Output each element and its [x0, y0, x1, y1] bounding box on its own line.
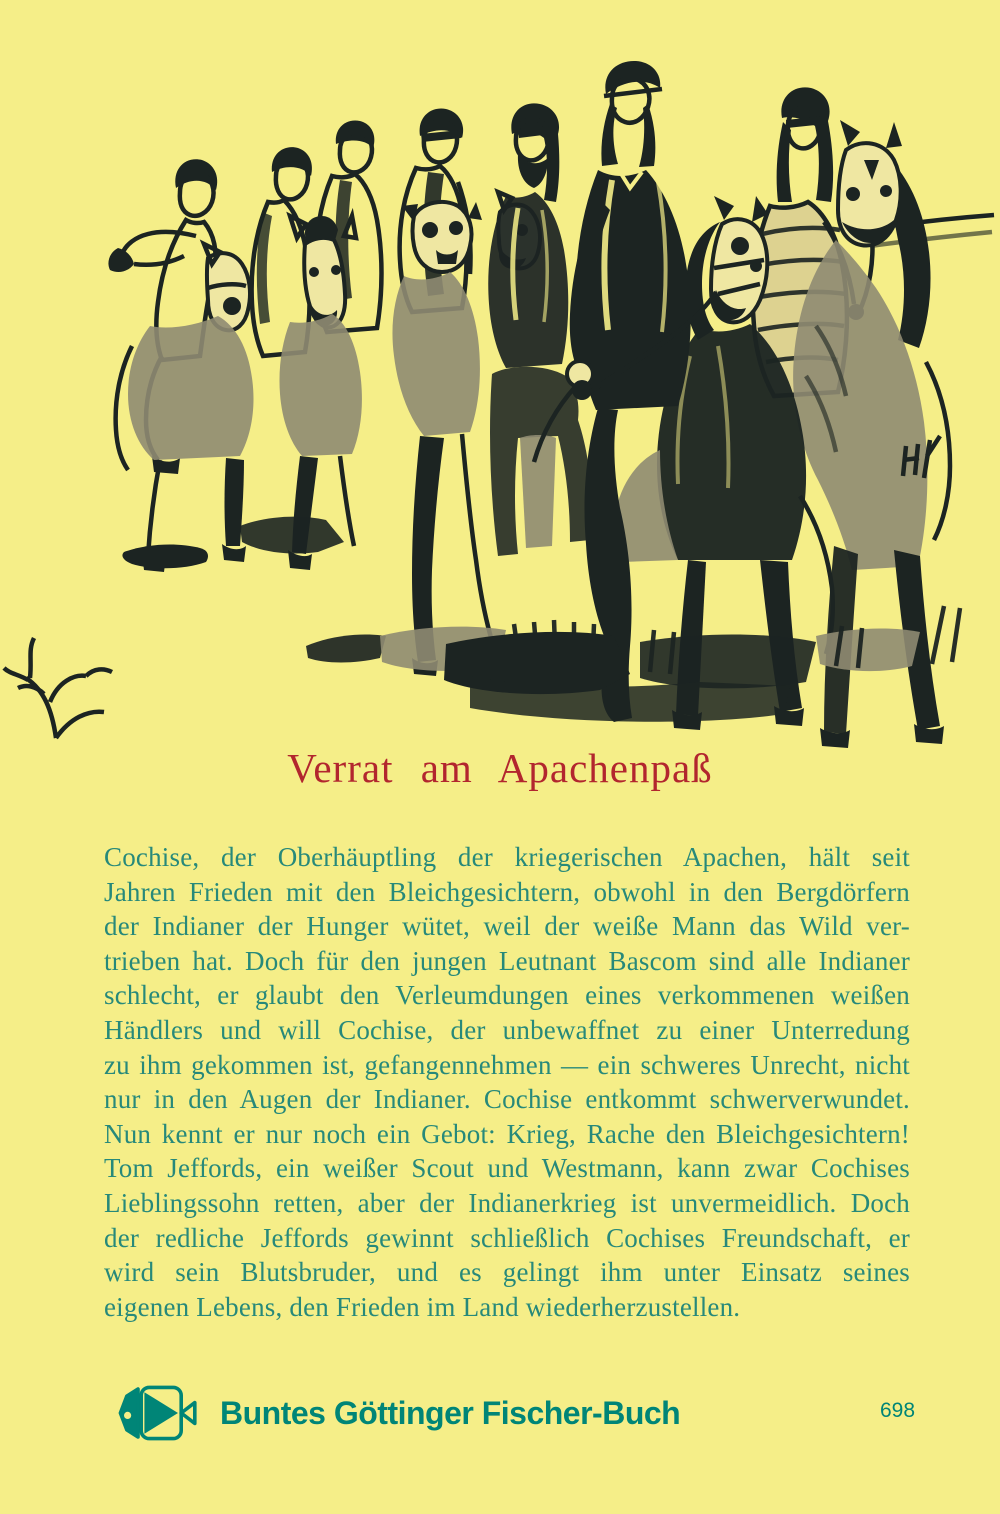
blurb-line: eigenen Lebens, den Frieden im Land wiederherzustellen. — [104, 1291, 741, 1322]
blurb-line: trieben hat. Doch für den jungen Leutnant Bascom sind alle Indianer — [104, 945, 910, 976]
blurb-line: Nun kennt er nur noch ein Gebot: Krieg, Rache den Bleichgesichtern! — [104, 1118, 910, 1149]
blurb-line: wird sein Blutsbruder, und es gelingt ihm unter Einsatz seines — [104, 1257, 910, 1288]
blurb-line: nur in den Augen der Indianer. Cochise entkommt schwerverwundet. — [104, 1084, 910, 1115]
blurb-line: Lieblingssohn retten, aber der Indianerkrieg ist unvermeidlich. Doch — [104, 1187, 910, 1218]
blurb-line: schlecht, er glaubt den Verleumdungen eines verkommenen weißen — [104, 980, 910, 1011]
book-title: Verrat am Apachenpaß — [287, 745, 713, 791]
blurb-line: zu ihm gekommen ist, gefangennehmen — ein schweres Unrecht, nicht — [104, 1049, 910, 1080]
publisher-name: Buntes Göttinger Fischer-Buch — [220, 1394, 681, 1431]
rider-1 — [108, 159, 253, 572]
blurb-line: Händlers und will Cochise, der unbewaffnet zu einer Unterredung — [104, 1014, 910, 1045]
series-number: 698 — [880, 1399, 916, 1422]
riders-illustration — [0, 26, 1000, 774]
fish-body-fin — [144, 1392, 178, 1434]
blurb-line: Tom Jeffords, ein weißer Scout und Westmann, kann zwar Cochises — [104, 1153, 910, 1184]
blurb — [104, 840, 910, 1324]
publisher-footer — [118, 1380, 680, 1446]
blurb-line: Cochise, der Oberhäuptling der kriegerischen Apachen, hält seit — [104, 842, 910, 872]
blurb-line: Jahren Frieden mit den Bleichgesichtern, obwohl in den Bergdörfern — [104, 876, 910, 907]
fish-tail — [181, 1403, 195, 1424]
bush-icon — [4, 638, 112, 738]
blurb-line: der Indianer der Hunger wütet, weil der weiße Mann das Wild ver- — [104, 911, 910, 942]
blurb-line: der redliche Jeffords gewinnt schließlich Cochises Freundschaft, er — [104, 1222, 910, 1253]
fish-eye — [124, 1412, 131, 1419]
fischer-fish-logo-icon — [118, 1381, 198, 1445]
